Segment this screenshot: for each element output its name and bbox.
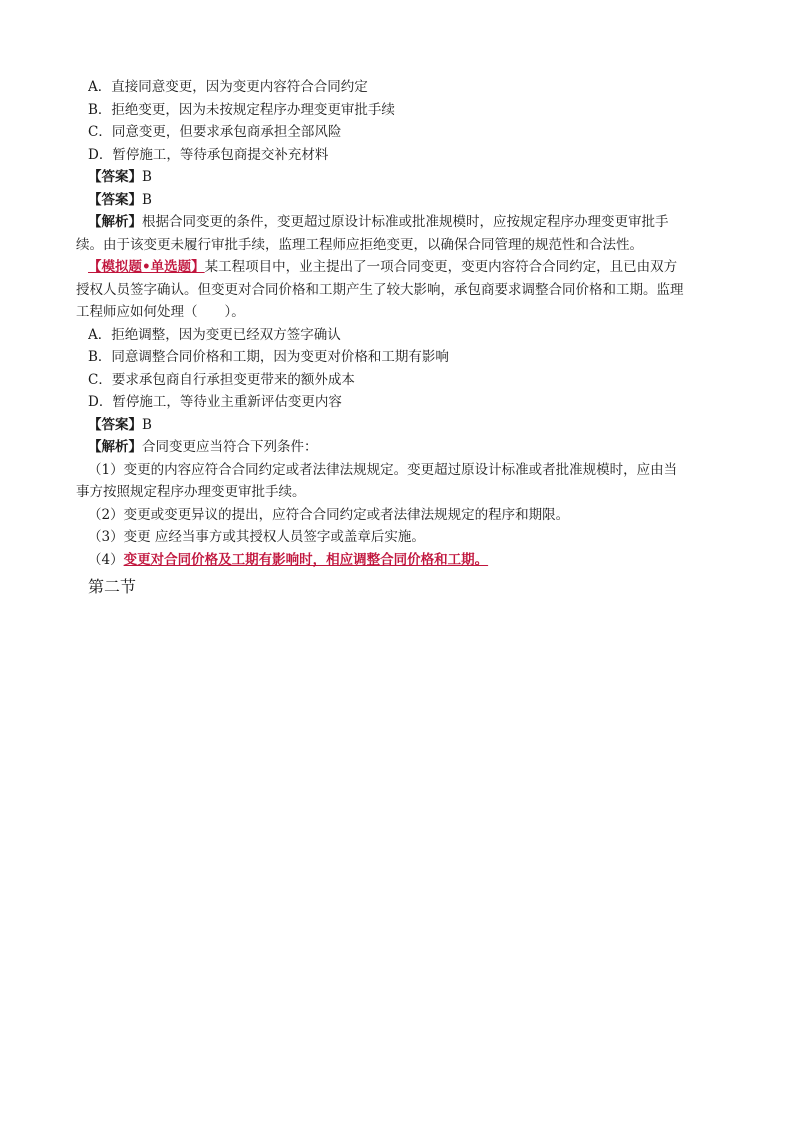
question-tag: 【模拟题•单选题】 (88, 259, 205, 275)
q2-analysis-intro (88, 436, 716, 459)
q2-option-a: A．拒绝调整，因为变更已经双方签字确认 (88, 326, 341, 343)
q1-answer-2 (88, 189, 716, 212)
q2-condition-1-line1: （1）变更的内容应符合合同约定或者法律法规规定。变更超过原设计标准或者批准规模时，应由当 (88, 461, 678, 478)
q2-stem-line3: 工程师应如何处理（ ）。 (76, 304, 245, 320)
q2-option-d: D．暂停施工，等待业主重新评估变更内容 (88, 394, 342, 410)
answer-value: B (142, 169, 152, 185)
section-title: 第二节 (88, 577, 137, 596)
q2-condition-3: （3）变更 应经当事方或其授权人员签字或盖章后实施。 (88, 529, 425, 545)
q1-option-b: B．拒绝变更，因为未按规定程序办理变更审批手续 (88, 101, 395, 118)
q2-answer (88, 414, 716, 437)
q2-condition-1-line2: 事方按照规定程序办理变更审批手续。 (76, 484, 306, 500)
answer-label: 【答案】 (88, 416, 142, 433)
answer-label: 【答案】 (88, 191, 142, 208)
document-content (76, 76, 716, 599)
q1-analysis-line2: 续。由于该变更未履行审批手续，监理工程师应拒绝变更，以确保合同管理的规范性和合法性。 (76, 236, 643, 253)
analysis-text: 根据合同变更的条件，变更超过原设计标准或批准规模时，应按规定程序办理变更审批手 (142, 214, 669, 230)
emphasized-condition: 变更对合同价格及工期有影响时，相应调整合同价格和工期。 (123, 551, 489, 568)
answer-value: B (142, 416, 152, 433)
q2-option-c: C．要求承包商自行承担变更带来的额外成本 (88, 371, 355, 388)
q1-answer-1 (88, 166, 716, 189)
q1-option-a: A．直接同意变更，因为变更内容符合合同约定 (88, 79, 368, 95)
q1-analysis-line1 (88, 211, 716, 234)
analysis-text: 合同变更应当符合下列条件： (142, 439, 318, 455)
analysis-label: 【解析】 (88, 439, 142, 455)
q1-option-c: C．同意变更，但要求承包商承担全部风险 (88, 124, 342, 140)
analysis-label: 【解析】 (88, 214, 142, 230)
q2-stem-line2: 授权人员签字确认。但变更对合同价格和工期产生了较大影响，承包商要求调整合同价格和工期。监理 (76, 281, 684, 298)
answer-value: B (142, 191, 152, 208)
q2-condition-2: （2）变更或变更异议的提出，应符合合同约定或者法律法规规定的程序和期限。 (88, 506, 570, 523)
q2-stem-line1 (88, 256, 716, 279)
answer-label: 【答案】 (88, 169, 142, 185)
q1-option-d: D．暂停施工，等待承包商提交补充材料 (88, 146, 329, 163)
q2-condition-4 (88, 549, 716, 572)
condition-number: （4） (88, 551, 124, 568)
stem-text: 某工程项目中，业主提出了一项合同变更，变更内容符合合同约定，且已由双方 (204, 259, 678, 275)
q2-option-b: B．同意调整合同价格和工期，因为变更对价格和工期有影响 (88, 349, 449, 365)
